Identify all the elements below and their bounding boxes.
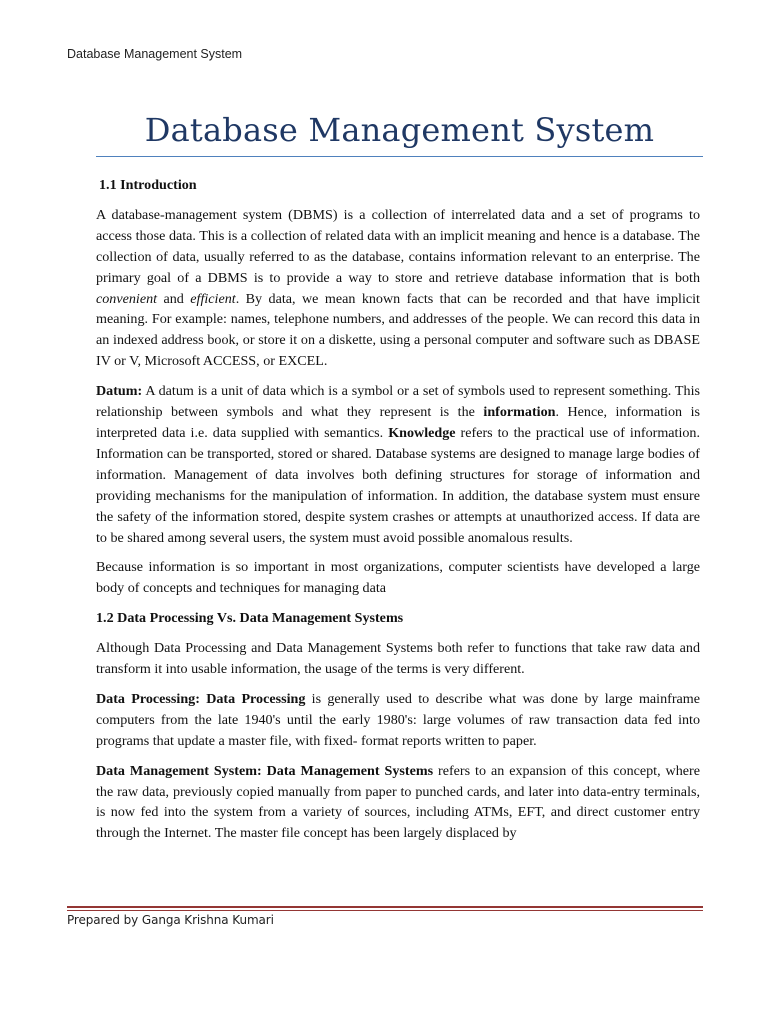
term-data-management-system: Data Management System: Data Management Systems <box>96 762 434 779</box>
footer-rule <box>67 906 703 908</box>
footer-rule-thin <box>67 910 703 911</box>
section-heading-data-processing: 1.2 Data Processing Vs. Data Management Systems <box>96 610 404 627</box>
datum-paragraph: Datum: A datum is a unit of data which is a symbol or a set of symbols used to represent something. This relationship between symbols and what they represent is the information. Hence, information is interpreted data i.e. data supplied with semantics. Knowledge refers to the practical use of information. Information can be transported, stored or shared. Database systems are designed to manage large bodies of information. Management of data involves both defining structures for storage of information and providing mechanisms for the manipulation of information. In addition, the database system must ensure the safety of the information stored, despite system crashes or attempts at unauthorized access. If data are to be shared among several users, the system must avoid possible anomalous results. <box>96 383 700 546</box>
term-knowledge: Knowledge <box>388 424 456 441</box>
emphasis-efficient: efficient <box>190 290 236 307</box>
footer-author: Prepared by Ganga Krishna Kumari <box>67 913 274 927</box>
intro-paragraph: A database-management system (DBMS) is a collection of interrelated data and a set of programs to access those data. This is a collection of related data with an implicit meaning and hence is a database. The collection of data, usually referred to as the database, contains information relevant to an enterprise. The primary goal of a DBMS is to provide a way to store and retrieve database information that is both convenient and efficient. By data, we mean known facts that can be recorded and that have implicit meaning. For example: names, telephone numbers, and addresses of the people. We can record this data in an indexed address book, or store it on a diskette, using a personal computer and software such as DBASE IV or V, Microsoft ACCESS, or EXCEL. <box>96 206 700 370</box>
document-title: Database Management System <box>144 111 655 149</box>
document-body <box>96 175 700 853</box>
data-management-paragraph: Data Management System: Data Management Systems refers to an expansion of this concept, where the raw data, previously copied manually from paper to punched cards, and later into data-entry terminals, is now fed into the system from a variety of sources, including ATMs, EFT, and direct customer entry through the Internet. The master file concept has been largely displaced by <box>96 762 700 842</box>
importance-paragraph: Because information is so important in most organizations, computer scientists have developed a large body of concepts and techniques for managing data <box>96 559 700 597</box>
data-processing-paragraph: Data Processing: Data Processing is generally used to describe what was done by large mainframe computers from the late 1940's until the early 1980's: large volumes of raw transaction data fed into programs that update a master file, with fixed- format reports written to paper. <box>96 690 700 749</box>
title-underline <box>96 156 703 157</box>
emphasis-convenient: convenient <box>96 290 158 307</box>
running-header: Database Management System <box>67 47 243 61</box>
term-datum: Datum: <box>96 383 143 400</box>
comparison-paragraph: Although Data Processing and Data Management Systems both refer to functions that take raw data and transform it into usable information, the usage of the terms is very different. <box>96 640 700 678</box>
term-data-processing: Data Processing: Data Processing <box>96 690 306 707</box>
term-information: information <box>483 404 556 421</box>
section-heading-introduction: 1.1 Introduction <box>99 177 197 193</box>
